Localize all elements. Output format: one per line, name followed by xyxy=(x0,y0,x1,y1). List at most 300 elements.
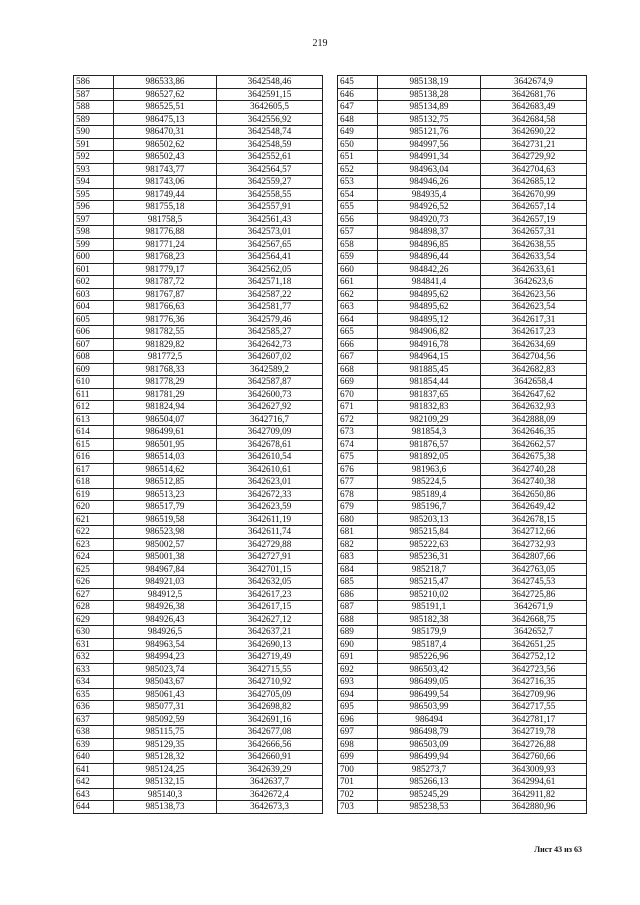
y-coordinate: 3642717,55 xyxy=(481,701,587,714)
x-coordinate: 984991,34 xyxy=(378,151,481,164)
point-number: 615 xyxy=(74,438,114,451)
point-number: 687 xyxy=(338,601,378,614)
table-row xyxy=(74,76,323,89)
x-coordinate: 986514,62 xyxy=(114,463,217,476)
x-coordinate: 985238,53 xyxy=(378,801,481,814)
table-row xyxy=(74,538,323,551)
table-row xyxy=(338,476,587,489)
point-number: 661 xyxy=(338,276,378,289)
point-number: 641 xyxy=(74,763,114,776)
point-number: 589 xyxy=(74,113,114,126)
x-coordinate: 985061,43 xyxy=(114,688,217,701)
x-coordinate: 984896,44 xyxy=(378,251,481,264)
y-coordinate: 3642666,56 xyxy=(217,738,323,751)
x-coordinate: 984841,4 xyxy=(378,276,481,289)
table-row xyxy=(74,488,323,501)
y-coordinate: 3642674,9 xyxy=(481,76,587,89)
point-number: 701 xyxy=(338,776,378,789)
x-coordinate: 986499,05 xyxy=(378,676,481,689)
point-number: 604 xyxy=(74,301,114,314)
y-coordinate: 3642579,46 xyxy=(217,313,323,326)
point-number: 673 xyxy=(338,426,378,439)
x-coordinate: 981743,06 xyxy=(114,176,217,189)
x-coordinate: 985140,3 xyxy=(114,788,217,801)
table-row xyxy=(74,326,323,339)
point-number: 632 xyxy=(74,651,114,664)
table-row xyxy=(338,276,587,289)
x-coordinate: 984926,5 xyxy=(114,626,217,639)
table-row xyxy=(338,526,587,539)
table-row xyxy=(338,151,587,164)
x-coordinate: 985179,9 xyxy=(378,626,481,639)
x-coordinate: 986517,79 xyxy=(114,501,217,514)
x-coordinate: 985124,25 xyxy=(114,763,217,776)
y-coordinate: 3642623,56 xyxy=(481,288,587,301)
y-coordinate: 3642548,59 xyxy=(217,138,323,151)
point-number: 686 xyxy=(338,588,378,601)
x-coordinate: 984926,43 xyxy=(114,613,217,626)
point-number: 617 xyxy=(74,463,114,476)
x-coordinate: 984963,04 xyxy=(378,163,481,176)
point-number: 596 xyxy=(74,201,114,214)
y-coordinate: 3642880,96 xyxy=(481,801,587,814)
point-number: 593 xyxy=(74,163,114,176)
table-row xyxy=(338,351,587,364)
table-row xyxy=(74,588,323,601)
y-coordinate: 3642752,12 xyxy=(481,651,587,664)
table-row xyxy=(74,213,323,226)
table-row xyxy=(74,776,323,789)
point-number: 677 xyxy=(338,476,378,489)
y-coordinate: 3642611,74 xyxy=(217,526,323,539)
x-coordinate: 984842,26 xyxy=(378,263,481,276)
x-coordinate: 986501,95 xyxy=(114,438,217,451)
table-row xyxy=(74,338,323,351)
x-coordinate: 986499,94 xyxy=(378,751,481,764)
point-number: 681 xyxy=(338,526,378,539)
y-coordinate: 3642732,93 xyxy=(481,538,587,551)
x-coordinate: 981771,24 xyxy=(114,238,217,251)
table-row xyxy=(338,751,587,764)
y-coordinate: 3642623,6 xyxy=(481,276,587,289)
x-coordinate: 985266,13 xyxy=(378,776,481,789)
y-coordinate: 3642681,76 xyxy=(481,88,587,101)
x-coordinate: 985128,32 xyxy=(114,751,217,764)
y-coordinate: 3642610,61 xyxy=(217,463,323,476)
table-row xyxy=(338,288,587,301)
x-coordinate: 981768,23 xyxy=(114,251,217,264)
point-number: 666 xyxy=(338,338,378,351)
y-coordinate: 3642623,01 xyxy=(217,476,323,489)
y-coordinate: 3642573,01 xyxy=(217,226,323,239)
table-row xyxy=(338,188,587,201)
y-coordinate: 3642677,08 xyxy=(217,726,323,739)
y-coordinate: 3642571,18 xyxy=(217,276,323,289)
x-coordinate: 985134,89 xyxy=(378,101,481,114)
table-row xyxy=(338,126,587,139)
point-number: 683 xyxy=(338,551,378,564)
point-number: 627 xyxy=(74,588,114,601)
point-number: 671 xyxy=(338,401,378,414)
table-row xyxy=(74,663,323,676)
y-coordinate: 3642740,28 xyxy=(481,463,587,476)
x-coordinate: 985218,7 xyxy=(378,563,481,576)
table-row xyxy=(74,388,323,401)
y-coordinate: 3642731,21 xyxy=(481,138,587,151)
table-row xyxy=(74,513,323,526)
x-coordinate: 981824,94 xyxy=(114,401,217,414)
x-coordinate: 981782,55 xyxy=(114,326,217,339)
y-coordinate: 3642672,4 xyxy=(217,788,323,801)
y-coordinate: 3642710,92 xyxy=(217,676,323,689)
x-coordinate: 984916,78 xyxy=(378,338,481,351)
y-coordinate: 3642657,19 xyxy=(481,213,587,226)
table-row xyxy=(74,463,323,476)
x-coordinate: 981854,44 xyxy=(378,376,481,389)
y-coordinate: 3642705,09 xyxy=(217,688,323,701)
y-coordinate: 3643009,93 xyxy=(481,763,587,776)
point-number: 602 xyxy=(74,276,114,289)
x-coordinate: 984921,03 xyxy=(114,576,217,589)
point-number: 649 xyxy=(338,126,378,139)
x-coordinate: 986503,42 xyxy=(378,663,481,676)
point-number: 652 xyxy=(338,163,378,176)
table-row xyxy=(74,688,323,701)
table-row xyxy=(338,301,587,314)
table-row xyxy=(74,788,323,801)
x-coordinate: 985138,19 xyxy=(378,76,481,89)
point-number: 619 xyxy=(74,488,114,501)
table-row xyxy=(338,513,587,526)
point-number: 674 xyxy=(338,438,378,451)
point-number: 655 xyxy=(338,201,378,214)
table-row xyxy=(338,601,587,614)
y-coordinate: 3642567,65 xyxy=(217,238,323,251)
x-coordinate: 981743,77 xyxy=(114,163,217,176)
table-row xyxy=(338,426,587,439)
table-row xyxy=(338,88,587,101)
y-coordinate: 3642701,15 xyxy=(217,563,323,576)
x-coordinate: 981768,33 xyxy=(114,363,217,376)
table-row xyxy=(338,413,587,426)
x-coordinate: 981755,18 xyxy=(114,201,217,214)
y-coordinate: 3642672,33 xyxy=(217,488,323,501)
table-row xyxy=(74,676,323,689)
table-row xyxy=(338,101,587,114)
point-number: 599 xyxy=(74,238,114,251)
point-number: 688 xyxy=(338,613,378,626)
y-coordinate: 3642671,9 xyxy=(481,601,587,614)
point-number: 614 xyxy=(74,426,114,439)
x-coordinate: 985187,4 xyxy=(378,638,481,651)
x-coordinate: 986475,13 xyxy=(114,113,217,126)
table-row xyxy=(74,101,323,114)
point-number: 645 xyxy=(338,76,378,89)
y-coordinate: 3642727,91 xyxy=(217,551,323,564)
table-row xyxy=(74,151,323,164)
y-coordinate: 3642709,96 xyxy=(481,688,587,701)
x-coordinate: 985189,4 xyxy=(378,488,481,501)
x-coordinate: 985023,74 xyxy=(114,663,217,676)
point-number: 650 xyxy=(338,138,378,151)
point-number: 689 xyxy=(338,626,378,639)
x-coordinate: 981854,3 xyxy=(378,426,481,439)
point-number: 590 xyxy=(74,126,114,139)
point-number: 618 xyxy=(74,476,114,489)
x-coordinate: 986513,23 xyxy=(114,488,217,501)
y-coordinate: 3642627,92 xyxy=(217,401,323,414)
y-coordinate: 3642650,86 xyxy=(481,488,587,501)
table-row xyxy=(74,426,323,439)
y-coordinate: 3642691,16 xyxy=(217,713,323,726)
y-coordinate: 3642607,02 xyxy=(217,351,323,364)
x-coordinate: 986527,62 xyxy=(114,88,217,101)
point-number: 612 xyxy=(74,401,114,414)
table-row xyxy=(74,701,323,714)
table-row xyxy=(74,351,323,364)
point-number: 622 xyxy=(74,526,114,539)
y-coordinate: 3642610,54 xyxy=(217,451,323,464)
x-coordinate: 985138,28 xyxy=(378,88,481,101)
point-number: 594 xyxy=(74,176,114,189)
table-row xyxy=(338,613,587,626)
x-coordinate: 984946,26 xyxy=(378,176,481,189)
x-coordinate: 985043,67 xyxy=(114,676,217,689)
y-coordinate: 3642585,27 xyxy=(217,326,323,339)
y-coordinate: 3642548,46 xyxy=(217,76,323,89)
point-number: 592 xyxy=(74,151,114,164)
y-coordinate: 3642623,59 xyxy=(217,501,323,514)
x-coordinate: 985132,75 xyxy=(378,113,481,126)
point-number: 605 xyxy=(74,313,114,326)
table-row xyxy=(338,326,587,339)
table-row xyxy=(74,363,323,376)
x-coordinate: 981892,05 xyxy=(378,451,481,464)
x-coordinate: 985196,7 xyxy=(378,501,481,514)
x-coordinate: 986514,03 xyxy=(114,451,217,464)
point-number: 696 xyxy=(338,713,378,726)
table-row xyxy=(338,763,587,776)
x-coordinate: 981876,57 xyxy=(378,438,481,451)
y-coordinate: 3642611,19 xyxy=(217,513,323,526)
y-coordinate: 3642617,15 xyxy=(217,601,323,614)
table-row xyxy=(74,163,323,176)
table-row xyxy=(74,613,323,626)
y-coordinate: 3642637,7 xyxy=(217,776,323,789)
x-coordinate: 985236,31 xyxy=(378,551,481,564)
table-row xyxy=(338,588,587,601)
table-row xyxy=(74,313,323,326)
table-row xyxy=(74,563,323,576)
y-coordinate: 3642637,21 xyxy=(217,626,323,639)
table-row xyxy=(338,676,587,689)
point-number: 623 xyxy=(74,538,114,551)
point-number: 659 xyxy=(338,251,378,264)
y-coordinate: 3642657,14 xyxy=(481,201,587,214)
x-coordinate: 985121,76 xyxy=(378,126,481,139)
x-coordinate: 985191,1 xyxy=(378,601,481,614)
x-coordinate: 981787,72 xyxy=(114,276,217,289)
point-number: 670 xyxy=(338,388,378,401)
y-coordinate: 3642632,93 xyxy=(481,401,587,414)
x-coordinate: 986504,07 xyxy=(114,413,217,426)
x-coordinate: 985210,02 xyxy=(378,588,481,601)
table-row xyxy=(74,526,323,539)
point-number: 587 xyxy=(74,88,114,101)
table-row xyxy=(74,263,323,276)
table-row xyxy=(338,788,587,801)
point-number: 610 xyxy=(74,376,114,389)
y-coordinate: 3642647,62 xyxy=(481,388,587,401)
table-row xyxy=(338,638,587,651)
table-row xyxy=(74,301,323,314)
point-number: 600 xyxy=(74,251,114,264)
point-number: 647 xyxy=(338,101,378,114)
table-row xyxy=(74,176,323,189)
point-number: 665 xyxy=(338,326,378,339)
point-number: 624 xyxy=(74,551,114,564)
table-row xyxy=(74,88,323,101)
table-row xyxy=(74,238,323,251)
x-coordinate: 986503,09 xyxy=(378,738,481,751)
table-row xyxy=(74,226,323,239)
x-coordinate: 985077,31 xyxy=(114,701,217,714)
point-number: 636 xyxy=(74,701,114,714)
y-coordinate: 3642591,15 xyxy=(217,88,323,101)
y-coordinate: 3642652,7 xyxy=(481,626,587,639)
y-coordinate: 3642690,13 xyxy=(217,638,323,651)
point-number: 682 xyxy=(338,538,378,551)
y-coordinate: 3642684,58 xyxy=(481,113,587,126)
y-coordinate: 3642716,35 xyxy=(481,676,587,689)
point-number: 628 xyxy=(74,601,114,614)
point-number: 595 xyxy=(74,188,114,201)
x-coordinate: 981781,29 xyxy=(114,388,217,401)
x-coordinate: 986525,51 xyxy=(114,101,217,114)
point-number: 603 xyxy=(74,288,114,301)
x-coordinate: 985002,57 xyxy=(114,538,217,551)
x-coordinate: 984935,4 xyxy=(378,188,481,201)
y-coordinate: 3642646,35 xyxy=(481,426,587,439)
point-number: 685 xyxy=(338,576,378,589)
table-row xyxy=(338,201,587,214)
y-coordinate: 3642670,99 xyxy=(481,188,587,201)
x-coordinate: 985224,5 xyxy=(378,476,481,489)
y-coordinate: 3642634,69 xyxy=(481,338,587,351)
table-row xyxy=(74,551,323,564)
point-number: 679 xyxy=(338,501,378,514)
x-coordinate: 985132,15 xyxy=(114,776,217,789)
table-row xyxy=(338,688,587,701)
y-coordinate: 3642587,87 xyxy=(217,376,323,389)
x-coordinate: 984963,54 xyxy=(114,638,217,651)
x-coordinate: 981832,83 xyxy=(378,401,481,414)
table-row xyxy=(74,626,323,639)
x-coordinate: 986533,86 xyxy=(114,76,217,89)
table-row xyxy=(338,238,587,251)
coordinates-table-right xyxy=(337,75,587,814)
x-coordinate: 985245,29 xyxy=(378,788,481,801)
point-number: 654 xyxy=(338,188,378,201)
x-coordinate: 984912,5 xyxy=(114,588,217,601)
point-number: 591 xyxy=(74,138,114,151)
x-coordinate: 981776,36 xyxy=(114,313,217,326)
y-coordinate: 3642589,2 xyxy=(217,363,323,376)
point-number: 656 xyxy=(338,213,378,226)
point-number: 640 xyxy=(74,751,114,764)
point-number: 642 xyxy=(74,776,114,789)
x-coordinate: 984997,56 xyxy=(378,138,481,151)
table-row xyxy=(74,763,323,776)
y-coordinate: 3642690,22 xyxy=(481,126,587,139)
table-row xyxy=(74,638,323,651)
x-coordinate: 984926,52 xyxy=(378,201,481,214)
y-coordinate: 3642683,49 xyxy=(481,101,587,114)
y-coordinate: 3642660,91 xyxy=(217,751,323,764)
x-coordinate: 981779,17 xyxy=(114,263,217,276)
table-row xyxy=(338,376,587,389)
y-coordinate: 3642712,66 xyxy=(481,526,587,539)
y-coordinate: 3642564,57 xyxy=(217,163,323,176)
table-row xyxy=(74,438,323,451)
y-coordinate: 3642561,43 xyxy=(217,213,323,226)
y-coordinate: 3642685,12 xyxy=(481,176,587,189)
y-coordinate: 3642678,61 xyxy=(217,438,323,451)
y-coordinate: 3642548,74 xyxy=(217,126,323,139)
y-coordinate: 3642658,4 xyxy=(481,376,587,389)
x-coordinate: 985215,84 xyxy=(378,526,481,539)
x-coordinate: 981885,45 xyxy=(378,363,481,376)
point-number: 633 xyxy=(74,663,114,676)
table-row xyxy=(338,213,587,226)
point-number: 662 xyxy=(338,288,378,301)
table-row xyxy=(74,288,323,301)
y-coordinate: 3642715,55 xyxy=(217,663,323,676)
table-row xyxy=(74,601,323,614)
table-row xyxy=(338,801,587,814)
table-row xyxy=(338,401,587,414)
x-coordinate: 985226,96 xyxy=(378,651,481,664)
table-row xyxy=(338,626,587,639)
table-row xyxy=(74,126,323,139)
page-number: 219 xyxy=(312,38,328,49)
x-coordinate: 981758,5 xyxy=(114,213,217,226)
table-row xyxy=(338,501,587,514)
y-coordinate: 3642617,31 xyxy=(481,313,587,326)
point-number: 694 xyxy=(338,688,378,701)
x-coordinate: 981766,63 xyxy=(114,301,217,314)
x-coordinate: 985092,59 xyxy=(114,713,217,726)
y-coordinate: 3642709,09 xyxy=(217,426,323,439)
table-row xyxy=(74,476,323,489)
table-row xyxy=(74,726,323,739)
x-coordinate: 985222,63 xyxy=(378,538,481,551)
y-coordinate: 3642729,88 xyxy=(217,538,323,551)
y-coordinate: 3642633,54 xyxy=(481,251,587,264)
point-number: 703 xyxy=(338,801,378,814)
y-coordinate: 3642639,29 xyxy=(217,763,323,776)
point-number: 621 xyxy=(74,513,114,526)
point-number: 668 xyxy=(338,363,378,376)
y-coordinate: 3642704,63 xyxy=(481,163,587,176)
table-row xyxy=(338,363,587,376)
x-coordinate: 984920,73 xyxy=(378,213,481,226)
table-row xyxy=(338,713,587,726)
y-coordinate: 3642581,77 xyxy=(217,301,323,314)
point-number: 638 xyxy=(74,726,114,739)
y-coordinate: 3642719,49 xyxy=(217,651,323,664)
point-number: 586 xyxy=(74,76,114,89)
